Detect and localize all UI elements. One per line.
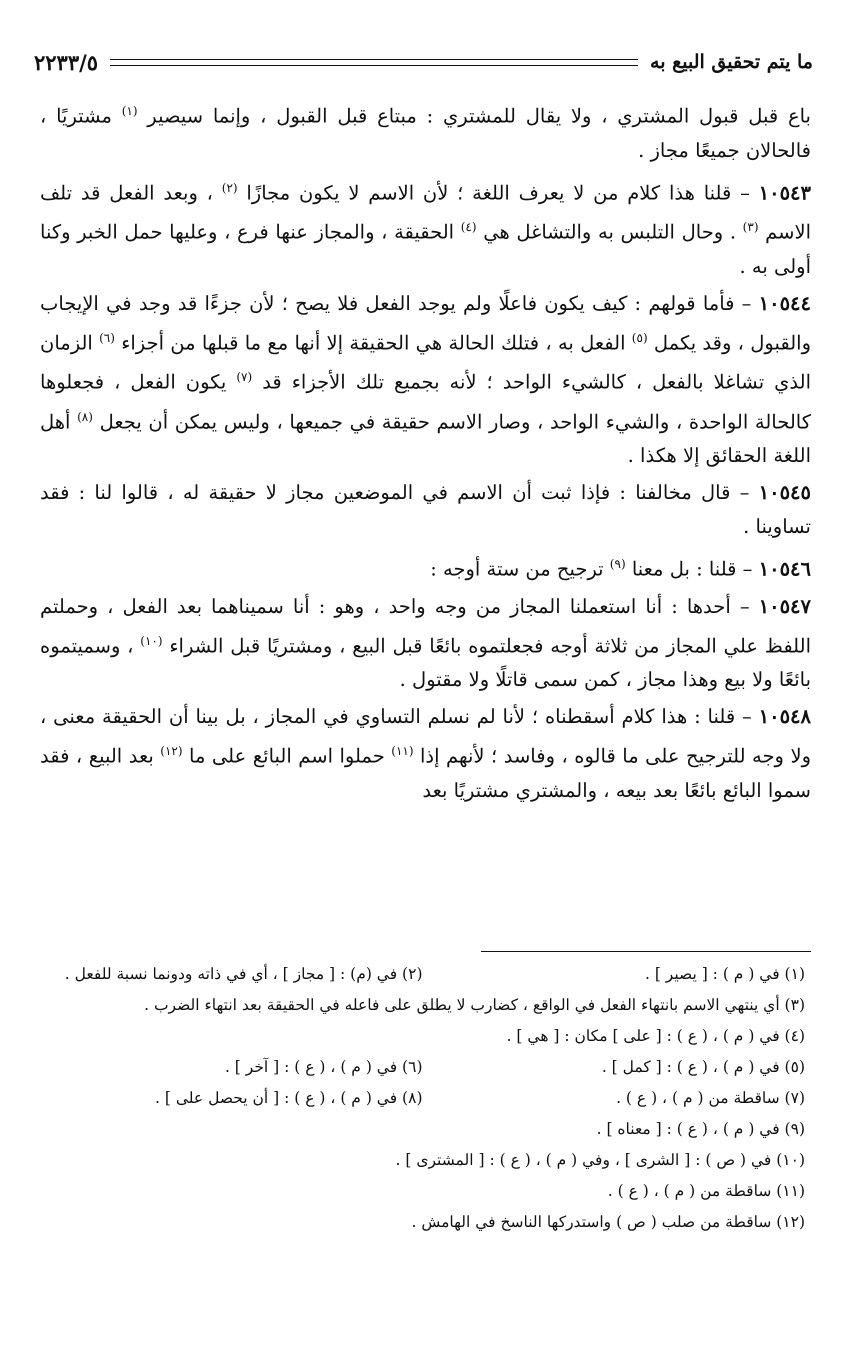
footnote-ref: (٣): [742, 220, 759, 234]
footnote-ref: (٩): [609, 557, 626, 571]
text-segment: الزمان الذي تشاغلا بالفعل ، كالشيء الواحد ؛ لأنه بجميع تلك الأجزاء قد: [40, 331, 811, 394]
text-segment: – أحدها : أنا استعملنا المجاز من وجه واحد ، وهو : أنا سميناهما بعد الفعل ، وحملتم اللفظ علي المجاز من ثلاثة أوجه فجعلتموه بائعًا قبل البيع ، ومشتريًا قبل الشراء: [40, 594, 811, 657]
footnote-10: (١٠) في ( ص ) : [ الشرى ] ، وفي ( م ) ، ( ع ) : [ المشترى ] .: [395, 1151, 805, 1169]
text-segment: بعد البيع ، فقد سموا البائع بائعًا بعد بيعه ، والمشتري مشتريًا بعد: [40, 744, 811, 802]
footnote-ref: (٦): [99, 330, 115, 345]
footnote-9: (٩) في ( م ) ، ( ع ) : [ معناه ] .: [596, 1120, 805, 1138]
footnote-ref: (١٠): [140, 633, 163, 648]
footnote-ref: (٥): [631, 330, 648, 345]
footnote-row: [40, 1083, 805, 1114]
text-segment: – قال مخالفنا : فإذا ثبت أن الاسم في الموضعين مجاز لا حقيقة له ، قالوا لنا : فقد تساوينا .: [40, 481, 811, 538]
footnote-row: [40, 1052, 805, 1083]
text-segment: – فأما قولهم : كيف يكون فاعلًا ولم يوجد الفعل فلا يصح ؛ لأن جزءًا قد وجد في الإيجاب والقبول ، وقد يكمل: [40, 291, 811, 354]
page-number: ٢٢٣٣/٥: [34, 49, 99, 75]
footnote-3: (٣) أي ينتهي الاسم بانتهاء الفعل في الواقع ، كضارب لا يطلق على فاعله في الحقيقة بعد انتهاء الضرب .: [144, 996, 805, 1014]
footnote-12: (١٢) ساقطة من صلب ( ص ) واستدركها الناسخ في الهامش .: [411, 1213, 805, 1231]
text-segment: مشتريًا ، فالحالان جميعًا مجاز .: [40, 104, 811, 162]
paragraph-number: ١٠٥٤٧: [758, 594, 811, 618]
paragraph-number: ١٠٥٤٣: [758, 181, 812, 204]
footnote-5: (٥) في ( م ) ، ( ع ) : [ كمل ] .: [601, 1058, 805, 1076]
text-segment: الفعل به ، فتلك الحالة هي الحقيقة إلا أنها مع ما قبلها من أجزاء: [114, 331, 632, 354]
text-segment: ، وسميتموه بائعًا ولا بيع وهذا مجاز ، كمن سمى قاتلًا ولا مقتول .: [40, 634, 811, 691]
running-header: [34, 44, 813, 80]
footnote-1: (١) في ( م ) : [ يصير ] .: [644, 965, 805, 983]
paragraph-10543: [40, 171, 811, 284]
text-segment: أهل اللغة الحقائق إلا هكذا .: [40, 410, 811, 467]
footnote-4: (٤) في ( م ) ، ( ع ) : [ على ] مكان : [ هي ] .: [506, 1027, 805, 1045]
paragraph-number: ١٠٥٤٤: [758, 291, 811, 315]
paragraph-10546: [40, 547, 811, 587]
footnote-row: [40, 959, 805, 990]
main-text: [40, 94, 811, 811]
footnote-divider: [481, 951, 811, 952]
text-segment: – قلنا : بل معنا: [625, 557, 759, 581]
text-segment: . وحال التلبس به والتشاغل هي: [476, 220, 743, 244]
paragraph-10545: [40, 476, 811, 544]
footnote-8: (٨) في ( م ) ، ( ع ) : [ أن يحصل على ] .: [155, 1089, 423, 1107]
paragraph-continuation: [40, 94, 811, 168]
footnote-ref: (٢): [221, 180, 238, 195]
footnote-7: (٧) ساقطة من ( م ) ، ( ع ) .: [616, 1089, 805, 1107]
footnote-ref: (٧): [236, 370, 253, 384]
text-segment: الحقيقة ، والمجاز عنها فرع ، وعليها حمل الخبر وكنا أولى به .: [40, 220, 811, 278]
footnote-6: (٦) في ( م ) ، ( ع ) : [ آخر ] .: [224, 1058, 423, 1076]
footnote-ref: (٤): [460, 220, 477, 234]
paragraph-number: ١٠٥٤٦: [758, 557, 811, 581]
text-segment: – قلنا : هذا كلام أسقطناه ؛ لأنا لم نسلم التساوي في المجاز ، بل بينا أن الحقيقة معنى ، ولا وجه للترجيح على ما قالوه ، وفاسد ؛ لأنهم إذا: [40, 705, 811, 768]
header-rule: [110, 59, 638, 66]
footnote-ref: (١١): [391, 744, 414, 758]
text-segment: ترجيح من ستة أوجه :: [430, 557, 610, 581]
footnote-11: (١١) ساقطة من ( م ) ، ( ع ) .: [607, 1182, 805, 1200]
footnote-ref: (٨): [77, 409, 93, 424]
chapter-title: ما يتم تحقيق البيع به: [650, 51, 813, 73]
text-segment: باع قبل قبول المشتري ، ولا يقال للمشتري : مبتاع قبل القبول ، وإنما سيصير: [137, 104, 811, 128]
paragraph-10548: [40, 700, 811, 808]
footnotes: [40, 959, 805, 1238]
text-segment: ، وبعد الفعل قد تلف الاسم: [40, 181, 811, 244]
paragraph-number: ١٠٥٤٥: [758, 481, 811, 504]
paragraph-10544: [40, 287, 811, 474]
footnote-ref: (١٢): [160, 744, 183, 758]
text-segment: حملوا اسم البائع على ما: [182, 744, 392, 768]
paragraph-10547: [40, 590, 811, 698]
footnote-2: (٢) في (م) : [ مجاز ] ، أي في ذاته ودونما نسبة للفعل .: [64, 965, 423, 983]
text-segment: يكون الفعل ، فجعلوها كالحالة الواحدة ، والشيء الواحد ، وصار الاسم حقيقة في جميعها ، وليس يمكن أن يجعل: [40, 370, 811, 433]
paragraph-number: ١٠٥٤٨: [758, 705, 811, 728]
text-segment: – قلنا هذا كلام من لا يعرف اللغة ؛ لأن الاسم لا يكون مجازًا: [237, 181, 759, 204]
footnote-ref: (١): [121, 104, 138, 118]
